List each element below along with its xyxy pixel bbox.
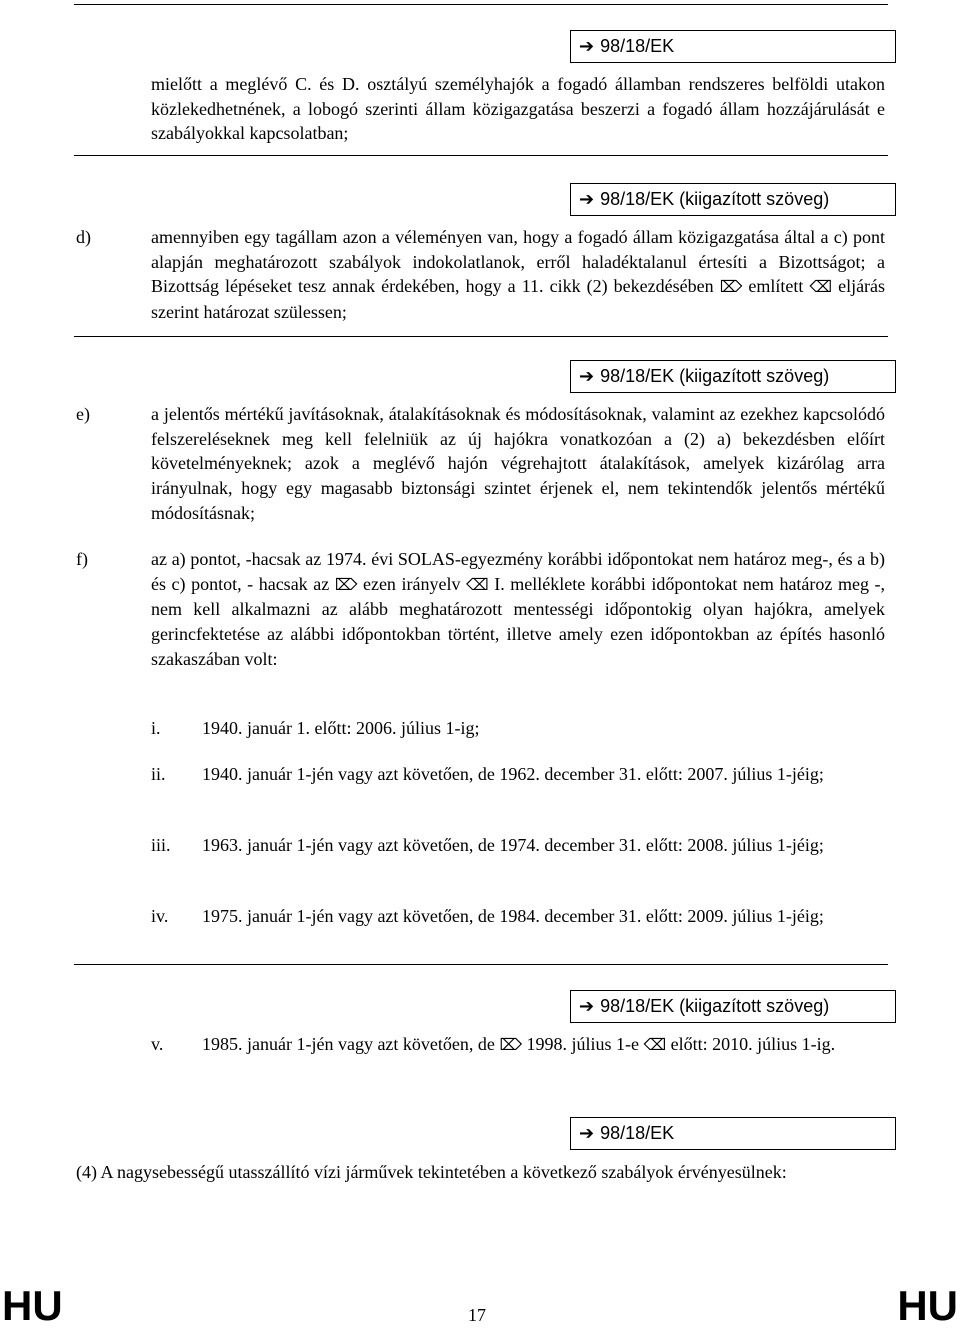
insertion-end-marker-icon: ⌫ <box>466 574 489 594</box>
item-label: d) <box>76 227 91 247</box>
top-rule <box>74 4 888 5</box>
section-rule <box>74 964 888 965</box>
insertion-end-marker-icon: ⌫ <box>809 277 833 297</box>
item-d-text-part: eljárás szerint határozat szülessen; <box>151 276 886 323</box>
subitem-label: i. <box>151 718 161 738</box>
down-arrow-icon: ➔ <box>579 996 595 1017</box>
subitem-label: v. <box>151 1034 164 1054</box>
subitem-v-text-part: 1998. július 1-e <box>526 1034 640 1054</box>
down-arrow-icon: ➔ <box>579 1123 595 1144</box>
insertion-end-marker-icon: ⌫ <box>643 1035 667 1054</box>
subitem-text: 1975. január 1-jén vagy azt követően, de 1984. december 31. előtt: 2009. július 1-jéig; <box>202 906 824 926</box>
item-f-text-part: ezen irányelv <box>362 573 461 594</box>
item-d-text <box>151 225 885 325</box>
paragraph-continuation: mielőtt a meglévő C. és D. osztályú személyhajók a fogadó államban rendszeres belföldi utakon közlekedhetnének, a lobogó szerinti állam közigazgatása beszerzi a fogadó állam hozzájárulását e szabályokkal kapcsolatban; <box>151 74 885 144</box>
insertion-start-marker-icon: ⌦ <box>499 1035 523 1054</box>
subitem-v-text-part: előtt: 2010. július 1-ig. <box>670 1034 836 1054</box>
item-label: f) <box>76 549 88 569</box>
amendment-reference-box <box>570 183 896 216</box>
item-label: e) <box>76 404 90 424</box>
footer-language-code-left: HU <box>2 1282 63 1329</box>
item-f-text-part: az a) pontot, -hacsak az 1974. évi SOLAS-egyezmény korábbi időpontokat nem határoz meg-, és a b) és c) pontot, - hacsak az <box>151 549 885 594</box>
section-rule <box>74 155 888 156</box>
down-arrow-icon: ➔ <box>579 189 595 210</box>
paragraph-4: (4) A nagysebességű utasszállító vízi járművek tekintetében a következő szabályok érvényesülnek: <box>76 1162 787 1182</box>
amendment-reference-box <box>570 30 896 63</box>
subitem-label: ii. <box>151 764 166 784</box>
amendment-reference-box <box>570 1117 896 1150</box>
reference-label: 98/18/EK <box>600 1123 675 1143</box>
section-rule <box>74 336 888 337</box>
subitem-v-text <box>202 1032 885 1058</box>
footer-language-code-right: HU <box>897 1282 958 1329</box>
subitem-text: 1940. január 1-jén vagy azt követően, de 1962. december 31. előtt: 2007. július 1-jéig; <box>202 764 824 784</box>
reference-label: 98/18/EK (kiigazított szöveg) <box>600 366 830 386</box>
item-d-text-part: amennyiben egy tagállam azon a véleményen van, hogy a fogadó állam közigazgatása által a c) pont alapján meghatározott szabályok indokolatlanok, erről haladéktalanul értesíti a Bizottságot; a Bizottság lépéseket tesz annak érdekében, hogy a 11. cikk (2) bekezdésében <box>151 227 885 297</box>
reference-label: 98/18/EK <box>600 36 675 56</box>
item-f-text-part: I. melléklete korábbi időpontokat nem határoz meg -, nem kell alkalmazni az alább meghatározott mentességi időpontokig olyan hajókra, amelyek gerincfektetése az alábbi időpontokban történt, illetve amely ezen időpontokban az építés hasonló szakaszában volt: <box>151 573 886 669</box>
subitem-v-text-part: 1985. január 1-jén vagy azt követően, de <box>202 1034 495 1054</box>
item-d-text-part: említett <box>748 276 804 297</box>
item-f-text <box>151 547 885 672</box>
reference-label: 98/18/EK (kiigazított szöveg) <box>600 189 830 209</box>
down-arrow-icon: ➔ <box>579 36 595 57</box>
down-arrow-icon: ➔ <box>579 366 595 387</box>
subitem-text: 1940. január 1. előtt: 2006. július 1-ig; <box>202 718 480 738</box>
insertion-start-marker-icon: ⌦ <box>334 574 358 594</box>
reference-label: 98/18/EK (kiigazított szöveg) <box>600 996 830 1016</box>
amendment-reference-box <box>570 990 896 1023</box>
subitem-text: 1963. január 1-jén vagy azt követően, de 1974. december 31. előtt: 2008. július 1-jéig; <box>202 835 824 855</box>
item-e-text: a jelentős mértékű javításoknak, átalakításoknak és módosításoknak, valamint az ezekhez kapcsolódó felszereléseknek meg kell felelniük az új hajókra vonatkozóan a (2) a) bekezdésben előírt követelményeknek; azok a meglévő hajón végrehajtott átalakítások, amelyek kizárólag arra irányulnak, hogy egy magasabb biztonsági szintet érjenek el, nem tekintendők jelentős mértékű módosításnak; <box>151 404 885 523</box>
subitem-label: iv. <box>151 906 169 926</box>
subitem-label: iii. <box>151 835 171 855</box>
amendment-reference-box <box>570 360 896 393</box>
page-number: 17 <box>468 1305 486 1325</box>
insertion-start-marker-icon: ⌦ <box>719 277 743 297</box>
